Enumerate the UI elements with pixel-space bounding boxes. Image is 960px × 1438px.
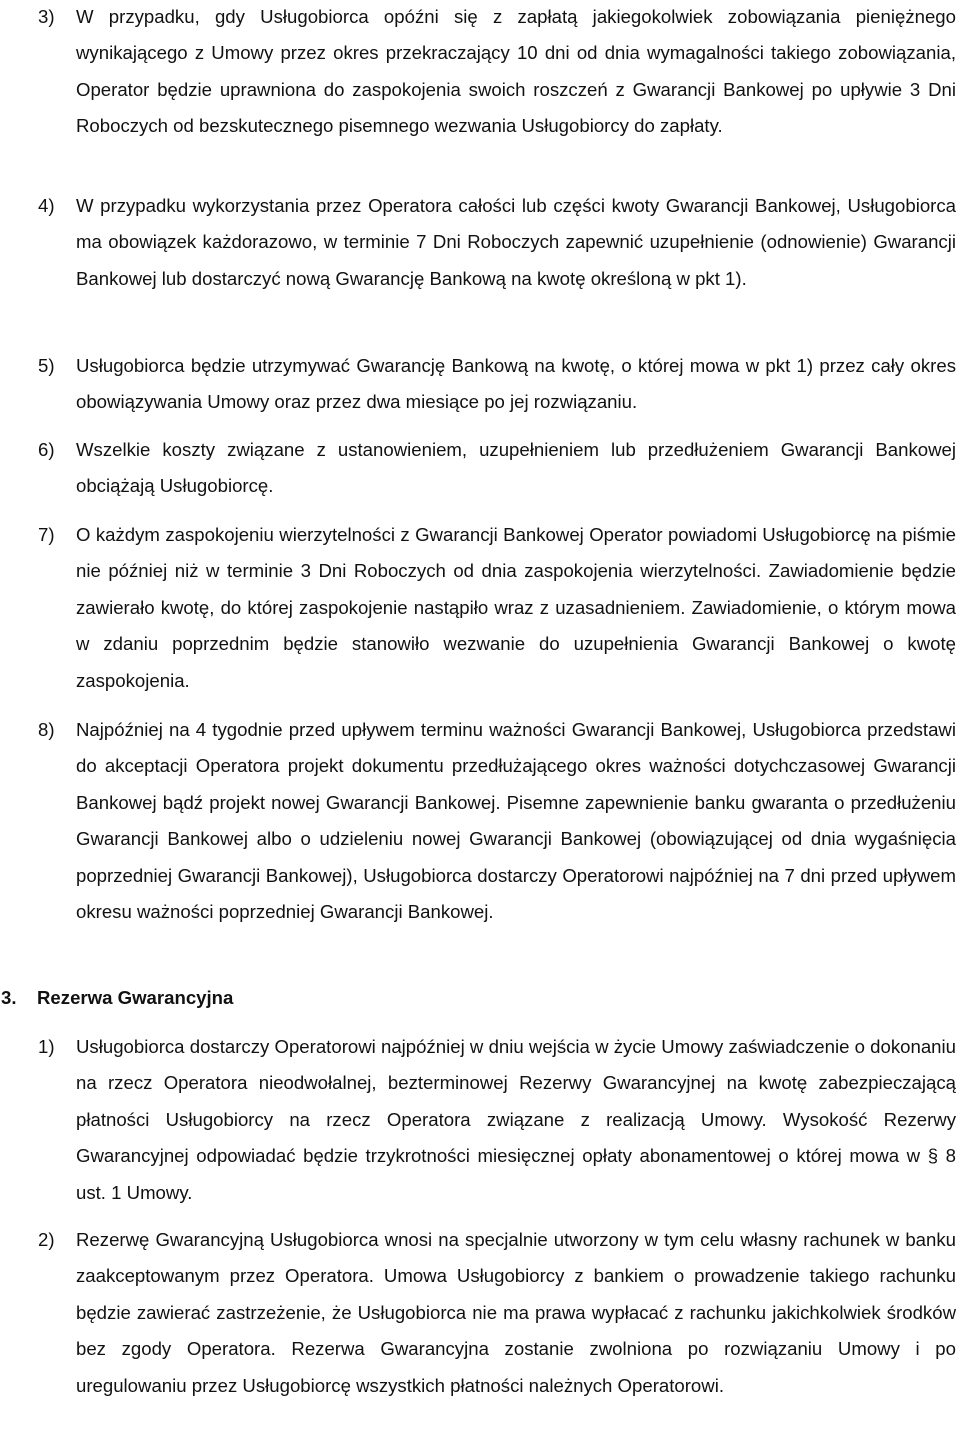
section-heading <box>1 980 233 1016</box>
clause-a-5 <box>38 348 956 421</box>
clause-number: 7) <box>38 524 55 545</box>
clause-a-8 <box>38 712 956 930</box>
clause-text: Usługobiorca dostarczy Operatorowi najpóźniej w dniu wejścia w życie Umowy zaświadczenie o dokonaniu na rzecz Operatora nieodwołalnej, bezterminowej Rezerwy Gwarancyjnej na kwotę zabezpieczającą płatności Usługobiorcy na rzecz Operatora związane z realizacją Umowy. Wysokość Rezerwy Gwarancyjnej odpowiadać będzie trzykrotności miesięcznej opłaty abonamentowej o której mowa w § 8 ust. 1 Umowy. <box>76 1036 956 1203</box>
clause-number: 6) <box>38 439 55 460</box>
clause-a-3 <box>38 0 956 145</box>
clause-text: Wszelkie koszty związane z ustanowieniem, uzupełnieniem lub przedłużeniem Gwarancji Bankowej obciążają Usługobiorcę. <box>76 439 956 497</box>
clause-text: Rezerwę Gwarancyjną Usługobiorca wnosi na specjalnie utworzony w tym celu własny rachunek w banku zaakceptowanym przez Operatora. Umowa Usługobiorcy z bankiem o prowadzenie takiego rachunku będzie zawierać zastrzeżenie, że Usługobiorca nie ma prawa wypłacać z rachunku jakichkolwiek środków bez zgody Operatora. Rezerwa Gwarancyjna zostanie zwolniona po rozwiązaniu Umowy i po uregulowaniu przez Usługobiorcę wszystkich płatności należnych Operatorowi. <box>76 1229 956 1396</box>
section-title: Rezerwa Gwarancyjna <box>37 987 234 1008</box>
clause-text: O każdym zaspokojeniu wierzytelności z Gwarancji Bankowej Operator powiadomi Usługobiorcę na piśmie nie później niż w terminie 3 Dni Roboczych od dnia zaspokojenia wierzytelności. Zawiadomienie będzie zawierało kwotę, do której zaspokojenie nastąpiło wraz z uzasadnieniem. Zawiadomienie, o którym mowa w zdaniu poprzednim będzie stanowiło wezwanie do uzupełnienia Gwarancji Bankowej o kwotę zaspokojenia. <box>76 524 956 691</box>
clause-text: Najpóźniej na 4 tygodnie przed upływem terminu ważności Gwarancji Bankowej, Usługobiorca przedstawi do akceptacji Operatora projekt dokumentu przedłużającego okres ważności dotychczasowej Gwarancji Bankowej bądź projekt nowej Gwarancji Bankowej. Pisemne zapewnienie banku gwaranta o przedłużeniu Gwarancji Bankowej albo o udzieleniu nowej Gwarancji Bankowej (obowiązującej od dnia wygaśnięcia poprzedniej Gwarancji Bankowej), Usługobiorca dostarczy Operatorowi najpóźniej na 7 dni przed upływem okresu ważności poprzedniej Gwarancji Bankowej. <box>76 719 956 923</box>
clause-text: W przypadku, gdy Usługobiorca opóźni się z zapłatą jakiegokolwiek zobowiązania pieniężnego wynikającego z Umowy przez okres przekraczający 10 dni od dnia wymagalności takiego zobowiązania, Operator będzie uprawniona do zaspokojenia swoich roszczeń z Gwarancji Bankowej po upływie 3 Dni Roboczych od bezskutecznego pisemnego wezwania Usługobiorcy do zapłaty. <box>76 6 956 137</box>
clause-number: 3) <box>38 6 55 27</box>
clause-number: 2) <box>38 1229 55 1250</box>
clause-number: 5) <box>38 355 55 376</box>
clause-a-6 <box>38 432 956 505</box>
clause-a-7 <box>38 517 956 699</box>
clause-text: Usługobiorca będzie utrzymywać Gwarancję Bankową na kwotę, o której mowa w pkt 1) przez cały okres obowiązywania Umowy oraz przez dwa miesiące po jej rozwiązaniu. <box>76 355 956 413</box>
clause-number: 4) <box>38 195 55 216</box>
clause-b-2 <box>38 1222 956 1404</box>
section-number: 3. <box>1 987 17 1008</box>
clause-a-4 <box>38 188 956 297</box>
clause-number: 8) <box>38 719 55 740</box>
clause-text: W przypadku wykorzystania przez Operatora całości lub części kwoty Gwarancji Bankowej, Usługobiorca ma obowiązek każdorazowo, w terminie 7 Dni Roboczych zapewnić uzupełnienie (odnowienie) Gwarancji Bankowej lub dostarczyć nową Gwarancję Bankową na kwotę określoną w pkt 1). <box>76 195 956 289</box>
clause-number: 1) <box>38 1036 55 1057</box>
clause-b-1 <box>38 1029 956 1211</box>
